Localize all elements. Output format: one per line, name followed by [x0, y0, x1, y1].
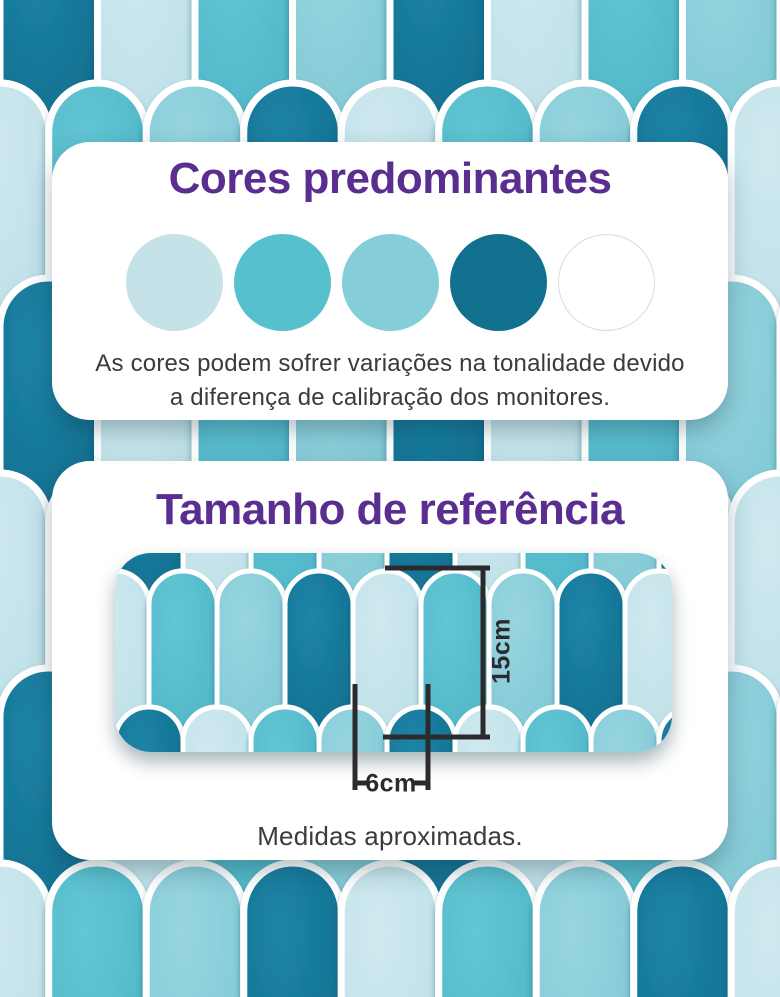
size-card-title: Tamanho de referência [156, 485, 624, 534]
color-swatch-pale-blue [126, 234, 223, 331]
width-dimension-label: 6cm [365, 769, 417, 798]
height-dimension-label: 15cm [487, 618, 516, 684]
color-note-line-2: a diferença de calibração dos monitores. [169, 384, 611, 411]
color-swatch-medium-teal [234, 234, 331, 331]
color-swatch-dark-teal [450, 234, 547, 331]
tile-sample-image [115, 553, 672, 752]
approx-measures-note: Medidas aproximadas. [257, 821, 523, 851]
color-swatch-light-teal [342, 234, 439, 331]
predominant-colors-card [52, 142, 728, 420]
color-swatch-row [52, 234, 728, 331]
tile-sample-pattern [115, 553, 672, 752]
color-note-line-1: As cores podem sofrer variações na tonalidade devido [95, 350, 685, 377]
reference-size-card [52, 461, 728, 860]
color-variation-note [52, 347, 728, 415]
colors-card-title: Cores predominantes [168, 154, 612, 203]
color-swatch-white [558, 234, 655, 331]
